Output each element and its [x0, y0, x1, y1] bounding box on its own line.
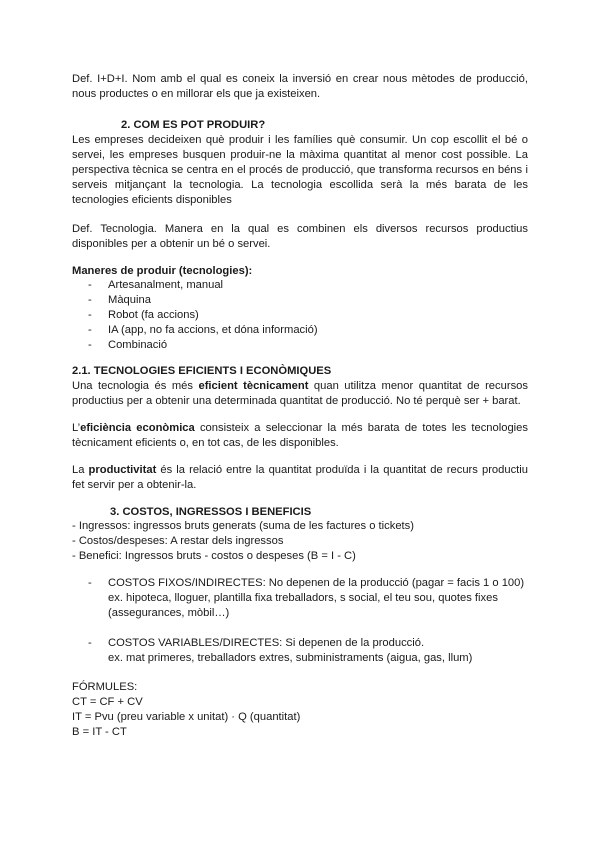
maneres-title: Maneres de produir (tecnologies): [72, 265, 253, 277]
bold-term: productivitat [88, 464, 157, 476]
maneres-list [88, 278, 318, 353]
list-item: - Costos/despeses: A restar dels ingressos [72, 535, 284, 547]
productivitat-paragraph: La productivitat és la relació entre la quantitat produïda i la quantitat de recurs productiu fet servir per a obtenir-la. [72, 464, 528, 491]
list-item: - Artesanalment, manual [88, 279, 224, 291]
list-item: - Màquina [88, 294, 151, 306]
formula-line: CT = CF + CV [72, 696, 143, 708]
eficient-tecnicament-paragraph: Una tecnologia és més eficient tècnicament quan utilitza menor quantitat de recursos productius per a obtenir una determinada quantitat de producció. No té perquè ser + barat. [72, 380, 528, 407]
bold-term: eficient tècnicament [198, 380, 309, 392]
bold-term: eficiència econòmica [80, 422, 195, 434]
list-item: - Ingressos: ingressos bruts generats (suma de les factures o tickets) [72, 520, 414, 532]
formules-title: FÓRMULES: [72, 681, 138, 693]
eficiencia-economica-paragraph: L’eficiència econòmica consisteix a seleccionar la més barata de totes les tecnologies tècnicament eficients o, en tot cas, de les disponibles. [72, 422, 528, 449]
section-2-1-title: 2.1. TECNOLOGIES EFICIENTS I ECONÒMIQUES [72, 365, 332, 377]
section-2-title: 2. COM ES POT PRODUIR? [121, 119, 266, 131]
formules-block [72, 680, 528, 740]
section-3-lines [72, 519, 528, 564]
costos-fixos-item: - COSTOS FIXOS/INDIRECTES: No depenen de la producció (pagar = facis 1 o 100) ex. hipoteca, lloguer, plantilla fixa treballadors, s social, el teu sou, quotes fixes (assegurances, mòbil…) [88, 577, 525, 619]
definition-tecnologia: Def. Tecnologia. Manera en la qual es combinen els diversos recursos productius disponibles per a obtenir un bé o servei. [72, 223, 528, 250]
definition-rdi: Def. I+D+I. Nom amb el qual es coneix la inversió en crear nous mètodes de producció, nous productes o en millorar els que ja existeixen. [72, 73, 528, 100]
formula-line: IT = Pvu (preu variable x unitat) · Q (quantitat) [72, 711, 301, 723]
section-3-title: 3. COSTOS, INGRESSOS I BENEFICIS [110, 506, 312, 518]
list-item: - IA (app, no fa accions, et dóna informació) [88, 324, 318, 336]
list-item: - Benefici: Ingressos bruts - costos o despeses (B = I - C) [72, 550, 356, 562]
formula-line: B = IT - CT [72, 726, 127, 738]
costos-variables-item: - COSTOS VARIABLES/DIRECTES: Si depenen de la producció. ex. mat primeres, treballadors extres, subministraments (aigua, gas, llum) [88, 637, 473, 664]
list-item: - Combinació [88, 339, 168, 351]
section-2-paragraph: Les empreses decideixen què produir i les famílies què consumir. Un cop escollit el bé o servei, les empreses busquen produir-ne la màxima quantitat al menor cost possible. La perspectiva tècnica se centra en el procés de producció, que transforma recursos en béns i serveis mitjançant la tecnologia. La tecnologia escollida serà la més barata de les tecnologies eficients disponibles [72, 134, 528, 206]
list-item: - Robot (fa accions) [88, 309, 199, 321]
